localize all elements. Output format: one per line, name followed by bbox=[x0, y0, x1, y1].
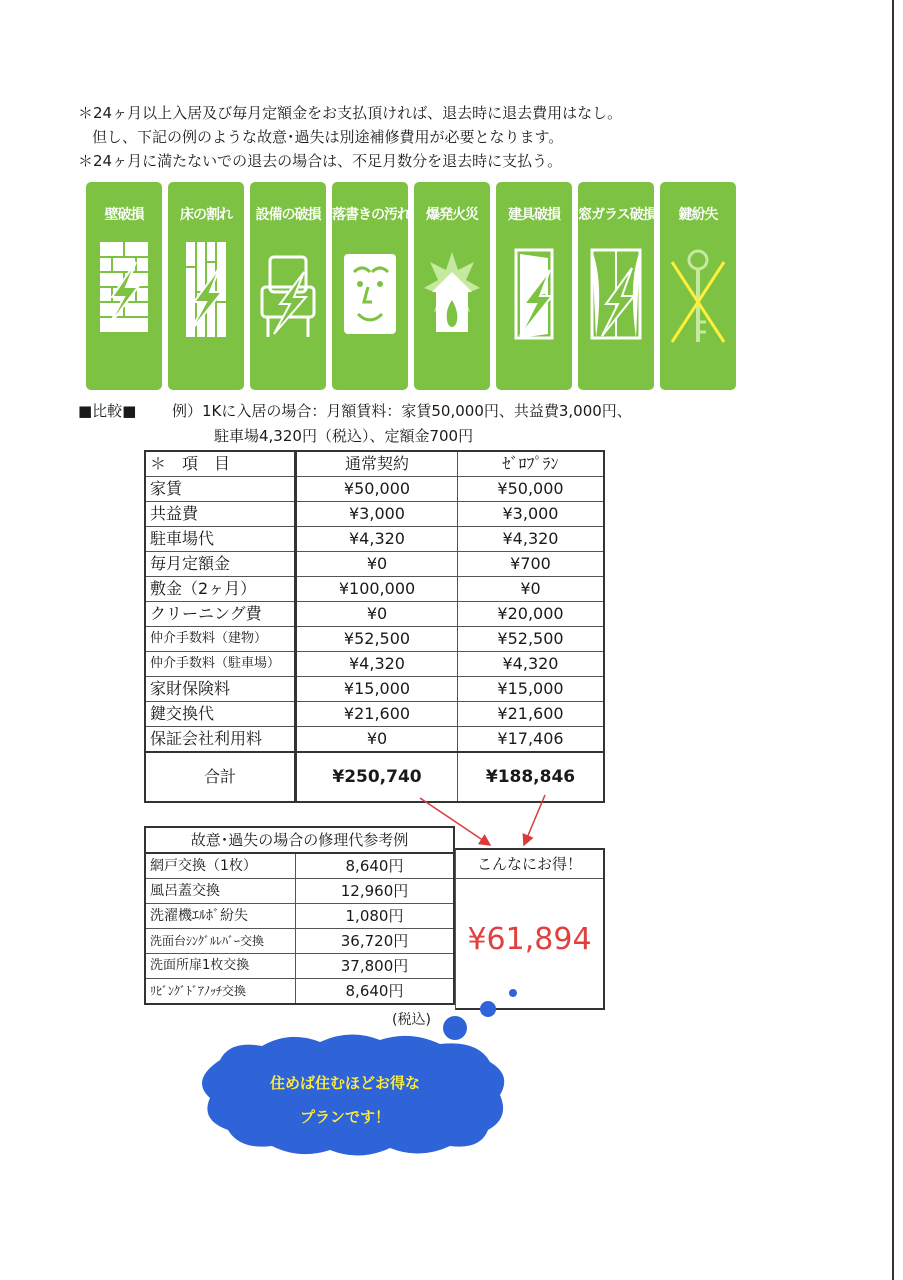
header-zero-plan: ｾﾞﾛﾌﾟﾗﾝ bbox=[458, 451, 605, 477]
row-normal-value: ¥4,320 bbox=[296, 527, 458, 552]
row-zero-value: ¥15,000 bbox=[458, 677, 605, 702]
note-line-2: 但し、下記の例のような故意･過失は別途補修費用が必要となります。 bbox=[92, 128, 564, 146]
row-item: 家財保険料 bbox=[145, 677, 296, 702]
comparison-example-line-2: 駐車場4,320円（税込）、定額金700円 bbox=[214, 427, 474, 445]
bubble-line-2: プランです！ bbox=[299, 1108, 390, 1126]
repair-item: 風呂蓋交換 bbox=[145, 879, 296, 904]
row-normal-value: ¥0 bbox=[296, 602, 458, 627]
row-zero-value: ¥17,406 bbox=[458, 727, 605, 753]
tile-label: 床の割れ bbox=[180, 207, 232, 223]
header-item: ＊ 項 目 bbox=[145, 451, 296, 477]
row-normal-value: ¥52,500 bbox=[296, 627, 458, 652]
bubble-message bbox=[200, 1066, 490, 1134]
row-normal-value: ¥21,600 bbox=[296, 702, 458, 727]
row-item: 敷金（2ヶ月） bbox=[145, 577, 296, 602]
repair-item: 網戸交換（1枚） bbox=[145, 853, 296, 879]
row-zero-value: ¥50,000 bbox=[458, 477, 605, 502]
row-zero-value: ¥52,500 bbox=[458, 627, 605, 652]
header-normal-contract: 通常契約 bbox=[296, 451, 458, 477]
repair-item: 洗面所扉1枚交換 bbox=[145, 954, 296, 979]
total-label: 合計 bbox=[145, 752, 296, 802]
row-item: 毎月定額金 bbox=[145, 552, 296, 577]
savings-label: こんなにお得！ bbox=[456, 852, 603, 879]
row-item: 共益費 bbox=[145, 502, 296, 527]
row-normal-value: ¥0 bbox=[296, 552, 458, 577]
repair-cost: 8,640円 bbox=[296, 979, 455, 1005]
row-normal-value: ¥3,000 bbox=[296, 502, 458, 527]
bubble-dot-small bbox=[509, 989, 517, 997]
repair-item: 洗面台ｼﾝｸﾞﾙﾚﾊﾞｰ交換 bbox=[145, 929, 296, 954]
savings-amount: ¥61,894 bbox=[467, 922, 592, 957]
row-zero-value: ¥21,600 bbox=[458, 702, 605, 727]
repair-item: ﾘﾋﾞﾝｸﾞﾄﾞｱﾉｯﾁ交換 bbox=[145, 979, 296, 1005]
row-item: 仲介手数料（駐車場） bbox=[145, 652, 296, 677]
repair-cost: 8,640円 bbox=[296, 853, 455, 879]
tile-label: 鍵紛失 bbox=[678, 207, 718, 223]
row-zero-value: ¥20,000 bbox=[458, 602, 605, 627]
tile-label: 壁破損 bbox=[104, 207, 144, 223]
row-normal-value: ¥15,000 bbox=[296, 677, 458, 702]
row-normal-value: ¥0 bbox=[296, 727, 458, 753]
row-normal-value: ¥4,320 bbox=[296, 652, 458, 677]
total-normal-value: ¥250,740 bbox=[296, 752, 458, 802]
row-item: 保証会社利用料 bbox=[145, 727, 296, 753]
comparison-heading: ■比較■ bbox=[78, 402, 137, 420]
tile-label: 窓ガラス破損 bbox=[578, 207, 656, 223]
tile-label: 落書きの汚れ bbox=[332, 207, 410, 223]
comparison-example-line-1: 例）1Kに入居の場合：月額賃料：家賃50,000円、共益費3,000円、 bbox=[172, 402, 632, 420]
row-normal-value: ¥50,000 bbox=[296, 477, 458, 502]
tile-label: 建具破損 bbox=[508, 207, 560, 223]
repair-cost: 36,720円 bbox=[296, 929, 455, 954]
row-zero-value: ¥4,320 bbox=[458, 527, 605, 552]
tile-label: 爆発火災 bbox=[426, 207, 478, 223]
bubble-dot-large bbox=[443, 1016, 467, 1040]
repair-cost: 37,800円 bbox=[296, 954, 455, 979]
repair-title: 故意･過失の場合の修理代参考例 bbox=[145, 827, 454, 853]
row-item: クリーニング費 bbox=[145, 602, 296, 627]
row-normal-value: ¥100,000 bbox=[296, 577, 458, 602]
repair-cost: 12,960円 bbox=[296, 879, 455, 904]
row-zero-value: ¥3,000 bbox=[458, 502, 605, 527]
repair-cost: 1,080円 bbox=[296, 904, 455, 929]
note-line-1: ＊24ヶ月以上入居及び毎月定額金をお支払頂ければ、退去時に退去費用はなし。 bbox=[78, 104, 623, 122]
row-zero-value: ¥0 bbox=[458, 577, 605, 602]
row-item: 仲介手数料（建物） bbox=[145, 627, 296, 652]
row-item: 鍵交換代 bbox=[145, 702, 296, 727]
total-zero-value: ¥188,846 bbox=[458, 752, 605, 802]
row-zero-value: ¥700 bbox=[458, 552, 605, 577]
row-item: 家賃 bbox=[145, 477, 296, 502]
repair-item: 洗濯機ｴﾙﾎﾞ紛失 bbox=[145, 904, 296, 929]
tile-label: 設備の破損 bbox=[255, 207, 321, 223]
tax-included-note: (税込) bbox=[392, 1012, 431, 1028]
bubble-dot-medium bbox=[480, 1001, 496, 1017]
row-zero-value: ¥4,320 bbox=[458, 652, 605, 677]
row-item: 駐車場代 bbox=[145, 527, 296, 552]
bubble-line-1: 住めば住むほどお得な bbox=[269, 1074, 420, 1092]
note-line-3: ＊24ヶ月に満たないでの退去の場合は、不足月数分を退去時に支払う。 bbox=[78, 152, 563, 170]
